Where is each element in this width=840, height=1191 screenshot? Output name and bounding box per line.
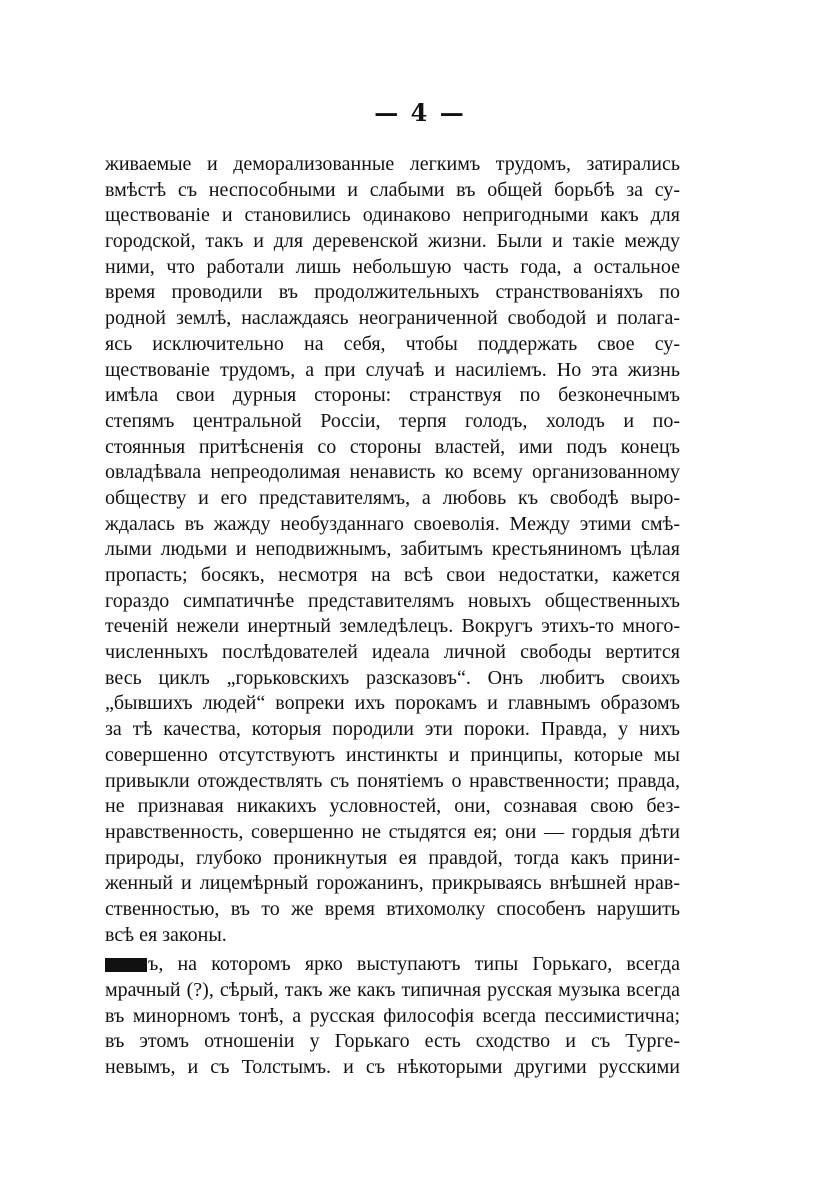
- text-line: овладѣвала непреодолимая ненависть ко всему организованному: [105, 461, 680, 484]
- text-line: ясь исключительно на себя, чтобы поддержать свое су-: [105, 332, 680, 355]
- text-line: ществованіе трудомъ, а при случаѣ и насиліемъ. Но эта жизнь: [105, 358, 680, 381]
- text-line: въ этомъ отношеніи у Горькаго есть сходство и съ Турге-: [105, 1030, 680, 1053]
- text-line: время проводили въ продолжительныхъ странствованіяхъ по: [105, 281, 680, 304]
- text-line: природы, глубоко проникнутыя ея правдой, тогда какъ прини-: [105, 846, 680, 869]
- text-line: невымъ, и съ Толстымъ. и съ нѣкоторыми другими русскими: [105, 1056, 680, 1079]
- text-line: привыкли отождествлять съ понятіемъ о нравственности; правда,: [105, 769, 680, 792]
- text-line: вмѣстѣ съ неспособными и слабыми въ общей борьбѣ за су-: [105, 178, 680, 201]
- text-line: пропасть; босякъ, несмотря на всѣ свои недостатки, кажется: [105, 564, 680, 586]
- text-line: „бывшихъ людей“ вопреки ихъ порокамъ и главнымъ образомъ: [105, 692, 680, 715]
- page-number: — 4 —: [374, 98, 466, 127]
- text-line: стоянныя притѣсненія со стороны властей, ими подъ конецъ: [105, 435, 680, 458]
- text-line: всѣ ея законы.: [105, 923, 227, 946]
- paragraph-1: [105, 152, 680, 948]
- text-line: нравственность, совершенно не стыдятся ея; они — гордыя дѣти: [105, 820, 680, 843]
- text-line: мрачный (?), сѣрый, такъ же какъ типичная русская музыка всегда: [105, 979, 680, 1001]
- text-line: въ минорномъ тонѣ, а русская философія всегда пессимистична;: [105, 1004, 680, 1027]
- text-line: теченій нежели инертный земледѣлецъ. Вокругъ этихъ-то много-: [105, 615, 680, 638]
- text-line: живаемые и деморализованные легкимъ трудомъ, затирались: [105, 153, 680, 175]
- text-line: за тѣ качества, которыя породили эти пороки. Правда, у нихъ: [105, 718, 680, 741]
- text-line: женный и лицемѣрный горожанинъ, прикрываясь внѣшней нрав-: [105, 872, 680, 895]
- text-line: родной землѣ, наслаждаясь неограниченной свободой и полага-: [105, 307, 680, 330]
- text-line: [105, 952, 680, 978]
- text-line: имѣла свои дурныя стороны: странствуя по безконечнымъ: [105, 384, 680, 407]
- text-line: степямъ центральной Россіи, терпя голодъ, холодъ и по-: [105, 409, 680, 432]
- text-line: весь циклъ „горьковскихъ разсказовъ“. Онъ любитъ своихъ: [105, 666, 680, 689]
- text-line: ственностью, въ то же время втихомолку способенъ нарушить: [105, 897, 680, 920]
- body-text: [105, 152, 680, 1081]
- text-line: численныхъ послѣдователей идеала личной свободы вертится: [105, 641, 680, 664]
- text-line: ними, что работали лишь небольшую часть года, а остальное: [105, 255, 680, 278]
- text-line: гораздо симпатичнѣе представителямъ новыхъ общественныхъ: [105, 589, 680, 612]
- text-line: не признавая никакихъ условностей, они, сознавая свою без-: [105, 795, 680, 818]
- text-line-rest: ъ, на которомъ ярко выступаютъ типы Горькаго, всегда: [148, 953, 680, 976]
- paragraph-2: [105, 952, 680, 1080]
- text-line: лыми людьми и неподвижнымъ, забитымъ крестьяниномъ цѣлая: [105, 538, 680, 561]
- text-line: ществованіе и становились одинаково непригодными какъ для: [105, 204, 680, 227]
- text-line: городской, такъ и для деревенской жизни. Были и такіе между: [105, 230, 680, 253]
- text-line: обществу и его представителямъ, а любовь къ свободѣ выро-: [105, 486, 680, 509]
- text-line: совершенно отсутствуютъ инстинкты и принципы, которые мы: [105, 743, 680, 766]
- text-line: ждалась въ жажду необузданнаго своеволія. Между этими смѣ-: [105, 512, 680, 535]
- ink-blot: [105, 958, 147, 972]
